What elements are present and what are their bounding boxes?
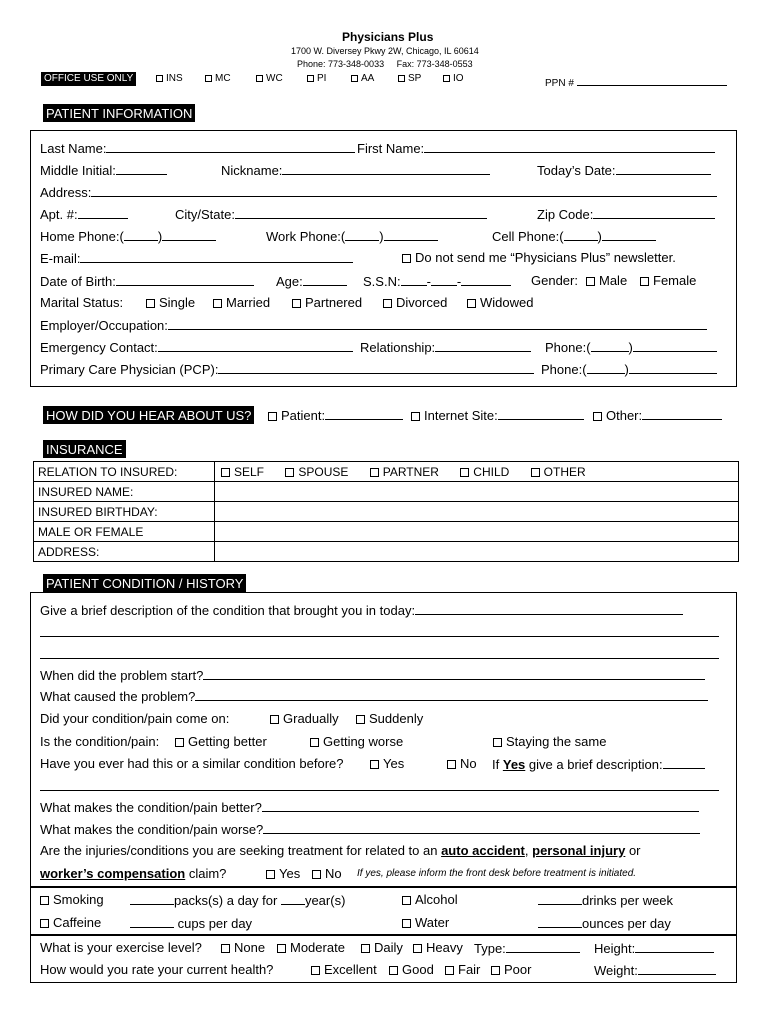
- checkbox-icon[interactable]: [285, 468, 294, 477]
- pcp-area-code-line[interactable]: [587, 362, 625, 374]
- newsletter-optout-checkbox[interactable]: Do not send me “Physicians Plus” newsletter.: [402, 251, 676, 264]
- similar-yes-checkbox[interactable]: Yes: [370, 757, 404, 770]
- exercise-type-field[interactable]: Type:: [474, 941, 580, 955]
- insurance-table: [33, 461, 739, 562]
- age-line[interactable]: [303, 274, 347, 286]
- checkbox-icon[interactable]: [311, 966, 320, 975]
- address-line[interactable]: [91, 185, 717, 197]
- address-field[interactable]: Address:: [40, 185, 717, 199]
- makes-better-line[interactable]: [262, 800, 699, 812]
- checkbox-icon[interactable]: [447, 760, 456, 769]
- office-wc-checkbox[interactable]: WC: [256, 74, 283, 84]
- middle-initial-field[interactable]: Middle Initial:: [40, 163, 167, 177]
- health-fair-checkbox[interactable]: Fair: [445, 963, 480, 976]
- gender-label: Gender:: [531, 273, 578, 288]
- home-area-code-line[interactable]: [124, 229, 158, 241]
- insured-name-input[interactable]: [215, 482, 739, 502]
- checkbox-icon[interactable]: [310, 738, 319, 747]
- cell-phone-line[interactable]: [602, 229, 656, 241]
- insured-birthday-label: INSURED BIRTHDAY:: [34, 502, 215, 522]
- problem-cause-field[interactable]: What caused the problem?: [40, 689, 708, 703]
- checkbox-icon[interactable]: [389, 966, 398, 975]
- ppn-line[interactable]: [577, 74, 727, 86]
- emergency-contact-line[interactable]: [158, 340, 353, 352]
- table-row: [34, 542, 739, 562]
- makes-worse-line[interactable]: [263, 822, 700, 834]
- office-mc-checkbox[interactable]: MC: [205, 74, 231, 84]
- employer-line[interactable]: [168, 318, 707, 330]
- checkbox-icon[interactable]: [402, 919, 411, 928]
- claim-yes-checkbox[interactable]: Yes: [266, 867, 300, 880]
- drinks-field[interactable]: drinks per week: [538, 893, 673, 907]
- onset-suddenly-checkbox[interactable]: Suddenly: [356, 712, 423, 725]
- marital-widowed-checkbox[interactable]: Widowed: [467, 296, 533, 309]
- cell-area-code-line[interactable]: [564, 229, 598, 241]
- smoking-checkbox[interactable]: Smoking: [40, 893, 104, 906]
- work-phone-line[interactable]: [384, 229, 438, 241]
- health-rating-label: How would you rate your current health?: [40, 962, 274, 977]
- table-row: [34, 522, 739, 542]
- insured-address-input[interactable]: [215, 542, 739, 562]
- brief-description-line-3[interactable]: [40, 658, 719, 659]
- hear-internet-field[interactable]: Internet Site:: [411, 408, 584, 422]
- first-name-field[interactable]: First Name:: [357, 141, 715, 155]
- health-excellent-checkbox[interactable]: Excellent: [311, 963, 377, 976]
- exercise-type-line[interactable]: [506, 941, 580, 953]
- ppn-field[interactable]: PPN #: [545, 74, 727, 89]
- habits-divider: [30, 886, 737, 888]
- email-field[interactable]: E-mail:: [40, 251, 353, 265]
- ssn-part2-line[interactable]: [431, 274, 457, 286]
- emergency-area-code-line[interactable]: [591, 340, 629, 352]
- relation-self-checkbox[interactable]: SELF: [221, 465, 264, 479]
- insured-name-label: INSURED NAME:: [34, 482, 215, 502]
- similar-no-checkbox[interactable]: No: [447, 757, 477, 770]
- drinks-line[interactable]: [538, 893, 582, 905]
- relationship-line[interactable]: [435, 340, 531, 352]
- checkbox-icon[interactable]: [256, 75, 263, 82]
- gender-female-checkbox[interactable]: Female: [640, 274, 696, 287]
- checkbox-icon[interactable]: [307, 75, 314, 82]
- years-line[interactable]: [281, 893, 305, 905]
- if-yes-description-field[interactable]: If Yes give a brief description:: [492, 757, 705, 771]
- problem-cause-line[interactable]: [195, 689, 708, 701]
- exercise-none-checkbox[interactable]: None: [221, 941, 265, 954]
- office-io-checkbox[interactable]: IO: [443, 74, 464, 84]
- marital-married-checkbox[interactable]: Married: [213, 296, 270, 309]
- alcohol-checkbox[interactable]: Alcohol: [402, 893, 458, 906]
- water-checkbox[interactable]: Water: [402, 916, 449, 929]
- checkbox-icon[interactable]: [531, 468, 540, 477]
- checkbox-icon[interactable]: [221, 468, 230, 477]
- checkbox-icon[interactable]: [402, 896, 411, 905]
- claim-no-checkbox[interactable]: No: [312, 867, 342, 880]
- zip-code-field[interactable]: Zip Code:: [537, 207, 715, 221]
- pcp-line[interactable]: [218, 362, 534, 374]
- checkbox-icon[interactable]: [213, 299, 222, 308]
- checkbox-icon[interactable]: [370, 468, 379, 477]
- patient-info-heading: PATIENT INFORMATION: [43, 104, 195, 122]
- smoking-amount-field[interactable]: packs(s) a day for year(s): [130, 893, 345, 907]
- hear-about-heading: HOW DID YOU HEAR ABOUT US?: [43, 406, 254, 424]
- dob-field[interactable]: Date of Birth:: [40, 274, 254, 288]
- if-yes-description-line[interactable]: [663, 757, 705, 769]
- insurance-heading: INSURANCE: [43, 440, 126, 458]
- come-on-label: Did your condition/pain come on:: [40, 711, 230, 726]
- office-pi-checkbox[interactable]: PI: [307, 74, 326, 84]
- clinic-phone-fax: Phone: 773-348-0033 Fax: 773-348-0553: [297, 59, 473, 69]
- city-state-line[interactable]: [235, 207, 487, 219]
- nickname-field[interactable]: Nickname:: [221, 163, 490, 177]
- emergency-phone-line[interactable]: [633, 340, 717, 352]
- checkbox-icon[interactable]: [40, 919, 49, 928]
- checkbox-icon[interactable]: [156, 75, 163, 82]
- insured-address-label: ADDRESS:: [34, 542, 215, 562]
- checkbox-icon[interactable]: [312, 870, 321, 879]
- checkbox-icon[interactable]: [383, 299, 392, 308]
- workers-comp-label: worker’s compensation claim?: [40, 866, 227, 881]
- checkbox-icon[interactable]: [356, 715, 365, 724]
- pain-better-checkbox[interactable]: Getting better: [175, 735, 267, 748]
- exercise-divider: [30, 934, 737, 936]
- brief-description-field[interactable]: Give a brief description of the condition that brought you in today:: [40, 603, 683, 617]
- makes-better-field[interactable]: What makes the condition/pain better?: [40, 800, 699, 814]
- checkbox-icon[interactable]: [398, 75, 405, 82]
- packs-line[interactable]: [130, 893, 174, 905]
- apt-line[interactable]: [78, 207, 128, 219]
- cups-line[interactable]: [130, 916, 174, 928]
- health-good-checkbox[interactable]: Good: [389, 963, 434, 976]
- relationship-field[interactable]: Relationship:: [360, 340, 531, 354]
- office-use-label: OFFICE USE ONLY: [41, 72, 136, 86]
- checkbox-icon[interactable]: [491, 966, 500, 975]
- table-row: [34, 482, 739, 502]
- employer-field[interactable]: Employer/Occupation:: [40, 318, 707, 332]
- first-name-line[interactable]: [424, 141, 715, 153]
- todays-date-field[interactable]: Today’s Date:: [537, 163, 711, 177]
- home-phone-field[interactable]: Home Phone:( ): [40, 229, 216, 243]
- checkbox-icon[interactable]: [268, 412, 277, 421]
- brief-description-line[interactable]: [415, 603, 683, 615]
- hear-other-line[interactable]: [642, 408, 722, 420]
- relation-child-checkbox[interactable]: CHILD: [460, 465, 509, 479]
- checkbox-icon[interactable]: [277, 944, 286, 953]
- hear-patient-line[interactable]: [325, 408, 403, 420]
- brief-description-line-2[interactable]: [40, 636, 719, 637]
- checkbox-icon[interactable]: [586, 277, 595, 286]
- pcp-field[interactable]: Primary Care Physician (PCP):: [40, 362, 534, 376]
- home-phone-line[interactable]: [162, 229, 216, 241]
- ssn-part3-line[interactable]: [461, 274, 511, 286]
- checkbox-icon[interactable]: [270, 715, 279, 724]
- exercise-daily-checkbox[interactable]: Daily: [361, 941, 403, 954]
- office-ins-checkbox[interactable]: INS: [156, 74, 183, 84]
- office-sp-checkbox[interactable]: SP: [398, 74, 421, 84]
- age-field[interactable]: Age:: [276, 274, 347, 288]
- ounces-line[interactable]: [538, 916, 582, 928]
- pain-worse-checkbox[interactable]: Getting worse: [310, 735, 403, 748]
- todays-date-line[interactable]: [616, 163, 711, 175]
- hear-internet-line[interactable]: [498, 408, 584, 420]
- zip-code-line[interactable]: [593, 207, 715, 219]
- checkbox-icon[interactable]: [351, 75, 358, 82]
- problem-start-line[interactable]: [203, 668, 705, 680]
- insured-birthday-input[interactable]: [215, 502, 739, 522]
- problem-start-field[interactable]: When did the problem start?: [40, 668, 705, 682]
- checkbox-icon[interactable]: [205, 75, 212, 82]
- table-row: [34, 502, 739, 522]
- checkbox-icon[interactable]: [640, 277, 649, 286]
- similar-condition-label: Have you ever had this or a similar condition before?: [40, 756, 344, 771]
- relation-label: RELATION TO INSURED:: [34, 462, 215, 482]
- checkbox-icon[interactable]: [413, 944, 422, 953]
- clinic-address: 1700 W. Diversey Pkwy 2W, Chicago, IL 60614: [291, 46, 479, 56]
- nickname-line[interactable]: [282, 163, 490, 175]
- marital-single-checkbox[interactable]: Single: [146, 296, 195, 309]
- last-name-field[interactable]: Last Name:: [40, 141, 355, 155]
- relation-spouse-checkbox[interactable]: SPOUSE: [285, 465, 348, 479]
- table-row: [34, 462, 739, 482]
- checkbox-icon[interactable]: [292, 299, 301, 308]
- relation-partner-checkbox[interactable]: PARTNER: [370, 465, 439, 479]
- marital-partnered-checkbox[interactable]: Partnered: [292, 296, 362, 309]
- emergency-phone-field[interactable]: Phone:( ): [545, 340, 717, 354]
- email-line[interactable]: [80, 251, 353, 263]
- if-yes-description-line-2[interactable]: [40, 790, 719, 791]
- relation-other-checkbox[interactable]: OTHER: [531, 465, 586, 479]
- pain-trend-label: Is the condition/pain:: [40, 734, 160, 749]
- office-aa-checkbox[interactable]: AA: [351, 74, 374, 84]
- health-poor-checkbox[interactable]: Poor: [491, 963, 531, 976]
- insured-sex-label: MALE OR FEMALE: [34, 522, 215, 542]
- checkbox-icon[interactable]: [493, 738, 502, 747]
- cups-field[interactable]: cups per day: [130, 916, 252, 930]
- ounces-field[interactable]: ounces per day: [538, 916, 671, 930]
- weight-line[interactable]: [638, 963, 716, 975]
- height-line[interactable]: [635, 941, 714, 953]
- height-field[interactable]: Height:: [594, 941, 714, 955]
- checkbox-icon[interactable]: [445, 966, 454, 975]
- checkbox-icon[interactable]: [593, 412, 602, 421]
- checkbox-icon[interactable]: [460, 468, 469, 477]
- emergency-contact-field[interactable]: Emergency Contact:: [40, 340, 353, 354]
- injury-related-question: Are the injuries/conditions you are seeking treatment for related to an auto accident, personal injury or: [40, 843, 641, 858]
- apt-field[interactable]: Apt. #:: [40, 207, 128, 221]
- checkbox-icon[interactable]: [146, 299, 155, 308]
- pcp-phone-field[interactable]: Phone:( ): [541, 362, 717, 376]
- pcp-phone-line[interactable]: [629, 362, 717, 374]
- caffeine-checkbox[interactable]: Caffeine: [40, 916, 101, 929]
- exercise-level-label: What is your exercise level?: [40, 940, 202, 955]
- ssn-part1-line[interactable]: [401, 274, 427, 286]
- last-name-line[interactable]: [106, 141, 355, 153]
- checkbox-icon[interactable]: [40, 896, 49, 905]
- work-phone-field[interactable]: Work Phone:( ): [266, 229, 438, 243]
- clinic-name: Physicians Plus: [342, 30, 434, 44]
- city-state-field[interactable]: City/State:: [175, 207, 487, 221]
- hear-patient-field[interactable]: Patient:: [268, 408, 403, 422]
- middle-initial-line[interactable]: [116, 163, 167, 175]
- pain-same-checkbox[interactable]: Staying the same: [493, 735, 606, 748]
- front-desk-note: If yes, please inform the front desk before treatment is initiated.: [357, 868, 637, 879]
- work-area-code-line[interactable]: [345, 229, 379, 241]
- checkbox-icon[interactable]: [361, 944, 370, 953]
- checkbox-icon[interactable]: [411, 412, 420, 421]
- exercise-heavy-checkbox[interactable]: Heavy: [413, 941, 463, 954]
- weight-field[interactable]: Weight:: [594, 963, 716, 977]
- onset-gradually-checkbox[interactable]: Gradually: [270, 712, 339, 725]
- checkbox-icon[interactable]: [467, 299, 476, 308]
- cell-phone-field[interactable]: Cell Phone:( ): [492, 229, 656, 243]
- relation-options-cell: [215, 462, 739, 482]
- checkbox-icon[interactable]: [443, 75, 450, 82]
- ssn-field[interactable]: S.S.N: - -: [363, 274, 511, 288]
- checkbox-icon[interactable]: [402, 254, 411, 263]
- makes-worse-field[interactable]: What makes the condition/pain worse?: [40, 822, 700, 836]
- exercise-moderate-checkbox[interactable]: Moderate: [277, 941, 345, 954]
- checkbox-icon[interactable]: [370, 760, 379, 769]
- marital-divorced-checkbox[interactable]: Divorced: [383, 296, 447, 309]
- gender-male-checkbox[interactable]: Male: [586, 274, 627, 287]
- condition-heading: PATIENT CONDITION / HISTORY: [43, 574, 246, 592]
- checkbox-icon[interactable]: [266, 870, 275, 879]
- checkbox-icon[interactable]: [175, 738, 184, 747]
- hear-other-field[interactable]: Other:: [593, 408, 722, 422]
- insured-sex-input[interactable]: [215, 522, 739, 542]
- marital-status-label: Marital Status:: [40, 295, 124, 310]
- checkbox-icon[interactable]: [221, 944, 230, 953]
- dob-line[interactable]: [116, 274, 254, 286]
